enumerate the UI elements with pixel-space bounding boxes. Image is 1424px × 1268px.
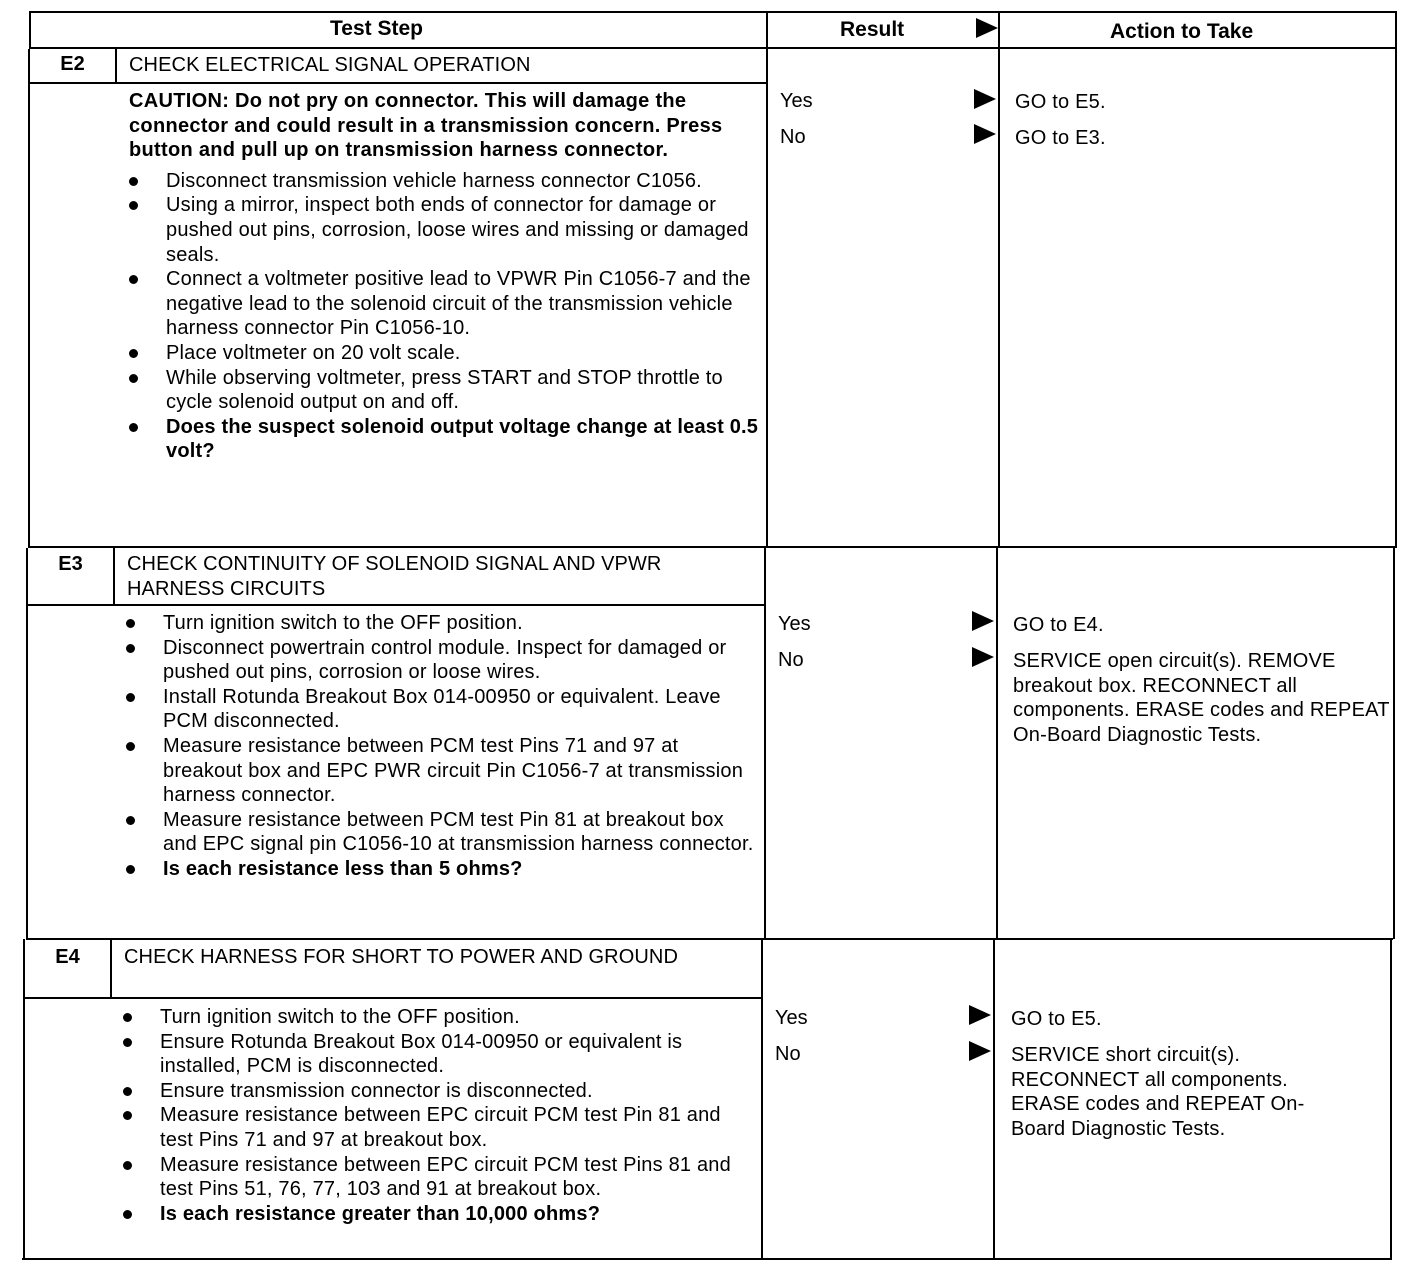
- arrow-icon: [974, 124, 996, 144]
- step-title: CHECK CONTINUITY OF SOLENOID SIGNAL AND VPWR HARNESS CIRCUITS: [127, 553, 662, 600]
- header-action: Action to Take: [1110, 20, 1254, 43]
- list-item: Turn ignition switch to the OFF position.: [126, 611, 756, 636]
- header-arrow-icon: [976, 18, 998, 38]
- result-yes: Yes: [780, 90, 813, 112]
- list-item: Disconnect transmission vehicle harness connector C1056.: [129, 169, 759, 194]
- list-item: Connect a voltmeter positive lead to VPWR Pin C1056-7 and the negative lead to the solenoid circuit of the transmission vehicle harness connector Pin C1056-10.: [129, 267, 759, 341]
- caution-text: CAUTION: Do not pry on connector. This will damage the connector and could result in a transmission concern. Press button and pull up on transmission harness connector.: [129, 90, 723, 162]
- list-item: Disconnect powertrain control module. Inspect for damaged or pushed out pins, corrosion or loose wires.: [126, 636, 756, 685]
- step-title: CHECK HARNESS FOR SHORT TO POWER AND GROUND: [124, 946, 679, 968]
- result-no: No: [775, 1043, 801, 1065]
- step-code: E3: [58, 553, 83, 575]
- arrow-icon: [974, 89, 996, 109]
- list-item: Measure resistance between EPC circuit PCM test Pins 81 and test Pins 51, 76, 77, 103 and 91 at breakout box.: [123, 1153, 753, 1202]
- list-item: Install Rotunda Breakout Box 014-00950 or equivalent. Leave PCM disconnected.: [126, 685, 756, 734]
- action-text: GO to E4.: [1013, 614, 1104, 636]
- step-title: CHECK ELECTRICAL SIGNAL OPERATION: [129, 54, 531, 76]
- arrow-icon: [972, 611, 994, 631]
- step-question: Is each resistance greater than 10,000 ohms?: [123, 1202, 753, 1227]
- header-test-step: Test Step: [330, 17, 423, 40]
- step-code: E2: [60, 53, 85, 75]
- list-item: Turn ignition switch to the OFF position.: [123, 1005, 753, 1030]
- list-item: Measure resistance between PCM test Pins 71 and 97 at breakout box and EPC PWR circuit Pin C1056-7 at transmission harness connector.: [126, 734, 756, 808]
- step-body: [123, 1005, 753, 1226]
- step-body: [126, 611, 756, 882]
- arrow-icon: [969, 1005, 991, 1025]
- arrow-icon: [972, 647, 994, 667]
- step-question: Does the suspect solenoid output voltage change at least 0.5 volt?: [129, 415, 759, 464]
- header-result: Result: [840, 18, 905, 41]
- action-text: SERVICE short circuit(s). RECONNECT all components. ERASE codes and REPEAT On-Board Diagnostic Tests.: [1011, 1044, 1305, 1140]
- list-item: While observing voltmeter, press START and STOP throttle to cycle solenoid output on and off.: [129, 366, 759, 415]
- result-no: No: [778, 649, 804, 671]
- list-item: Ensure Rotunda Breakout Box 014-00950 or equivalent is installed, PCM is disconnected.: [123, 1030, 753, 1079]
- list-item: Place voltmeter on 20 volt scale.: [129, 341, 759, 366]
- list-item: Measure resistance between EPC circuit PCM test Pin 81 and test Pins 71 and 97 at breakout box.: [123, 1103, 753, 1152]
- action-text: SERVICE open circuit(s). REMOVE breakout box. RECONNECT all components. ERASE codes and REPEAT On-Board Diagnostic Tests.: [1013, 650, 1390, 746]
- list-item: Ensure transmission connector is disconnected.: [123, 1079, 753, 1104]
- arrow-icon: [969, 1041, 991, 1061]
- action-text: GO to E5.: [1011, 1008, 1102, 1030]
- step-question: Is each resistance less than 5 ohms?: [126, 857, 756, 882]
- action-text: GO to E3.: [1015, 127, 1106, 149]
- step-body: [129, 89, 759, 464]
- step-code: E4: [55, 946, 80, 968]
- result-no: No: [780, 126, 806, 148]
- result-yes: Yes: [778, 613, 811, 635]
- action-text: GO to E5.: [1015, 91, 1106, 113]
- list-item: Measure resistance between PCM test Pin 81 at breakout box and EPC signal pin C1056-10 at transmission harness connector.: [126, 808, 756, 857]
- list-item: Using a mirror, inspect both ends of connector for damage or pushed out pins, corrosion, loose wires and missing or damaged seals.: [129, 193, 759, 267]
- result-yes: Yes: [775, 1007, 808, 1029]
